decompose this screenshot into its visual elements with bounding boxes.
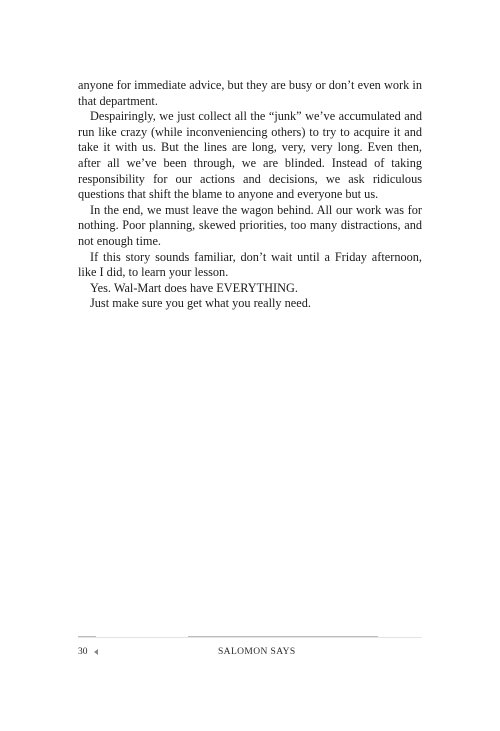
paragraph-2: Despairingly, we just collect all the “junk” we’ve accumulated and run like crazy (while inconveniencing others) to try to acquire it and take it with us. But the lines are long, very, very long. Even then, after all we’ve been through, we are blinded. Instead of taking responsibility for our actions and decisions, we ask ridiculous questions that shift the blame to anyone and everyone but us. — [78, 109, 422, 202]
triangle-left-icon — [94, 649, 98, 655]
page-footer — [78, 645, 422, 659]
page-number: 30 — [78, 647, 88, 657]
running-head: SALOMON SAYS — [218, 647, 296, 657]
footer-rule-center-segment — [188, 636, 378, 637]
paragraph-4: If this story sounds familiar, don’t wait until a Friday afternoon, like I did, to learn your lesson. — [78, 249, 422, 280]
footer-rule-left-segment — [78, 636, 96, 637]
paragraph-3: In the end, we must leave the wagon behind. All our work was for nothing. Poor planning, skewed priorities, too many distractions, and not enough time. — [78, 202, 422, 248]
paragraph-1: anyone for immediate advice, but they are busy or don’t even work in that department. — [78, 78, 422, 108]
paragraph-5: Yes. Wal-Mart does have EVERYTHING. — [90, 280, 298, 295]
paragraph-6: Just make sure you get what you really need. — [90, 296, 311, 311]
footer-rule — [78, 637, 422, 638]
page-body — [78, 78, 422, 312]
